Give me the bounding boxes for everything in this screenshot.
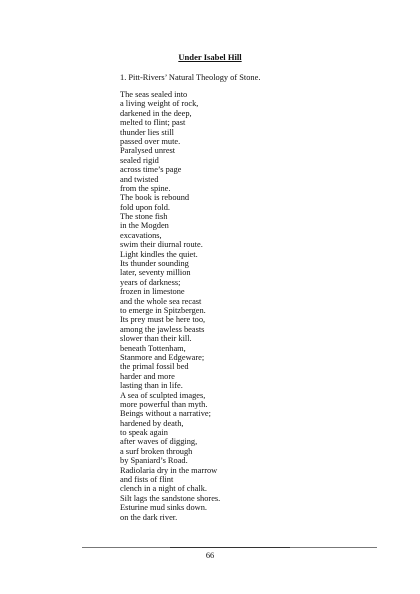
- poem-body: [120, 90, 220, 522]
- poem-line: Esturine mud sinks down.: [120, 503, 208, 513]
- poem-line: Stanmore and Edgeware;: [120, 352, 205, 362]
- poem-line: clench in a night of chalk.: [120, 484, 207, 494]
- section-heading: 1. Pitt-Rivers’ Natural Theology of Stone.: [120, 73, 261, 82]
- page-number: 66: [205, 551, 215, 560]
- poem-line: frozen in limestone: [120, 287, 185, 297]
- poem-line: a surf broken through: [120, 446, 193, 456]
- poem-line: years of darkness;: [120, 277, 181, 287]
- poem-line: by Spaniard’s Road.: [120, 456, 188, 466]
- poem-line: Light kindles the quiet.: [120, 249, 198, 259]
- poem-line: darkened in the deep,: [120, 108, 192, 118]
- poem-line: and fists of flint: [120, 475, 174, 485]
- poem-line: sealed rigid: [120, 155, 159, 165]
- poem-line: passed over mute.: [120, 136, 181, 146]
- poem-line: after waves of digging,: [120, 437, 198, 447]
- poem-line: A sea of sculpted images,: [120, 390, 206, 400]
- poem-line: among the jawless beasts: [120, 324, 205, 334]
- poem-line: across time’s page: [120, 165, 182, 175]
- poem-line: The seas sealed into: [120, 90, 188, 99]
- poem-line: Its prey must be here too,: [120, 315, 206, 325]
- poem-line: Radiolaria dry in the marrow: [120, 465, 218, 475]
- poem-line: melted to flint; past: [120, 118, 186, 128]
- poem-line: to emerge in Spitzbergen.: [120, 305, 206, 315]
- poem-line: and the whole sea recast: [120, 296, 202, 306]
- poem-title: Under Isabel Hill: [178, 52, 242, 62]
- poem-line: thunder lies still: [120, 127, 174, 137]
- poem-line: on the dark river.: [120, 512, 178, 522]
- poem-line: beneath Tottenham,: [120, 343, 186, 353]
- poem-line: later, seventy million: [120, 268, 191, 278]
- poem-line: in the Mogden: [120, 221, 169, 231]
- poem-line: the primal fossil bed: [120, 362, 189, 372]
- poem-line: a living weight of rock,: [120, 99, 199, 109]
- poem-line: harder and more: [120, 371, 175, 381]
- poem-line: fold upon fold.: [120, 202, 171, 212]
- poem-line: swim their diurnal route.: [120, 240, 203, 250]
- poem-line: to speak again: [120, 428, 168, 438]
- poem-line: lasting than in life.: [120, 381, 183, 391]
- poem-line: The stone fish: [120, 212, 168, 222]
- poem-line: and twisted: [120, 174, 159, 184]
- poem-line: Paralysed unrest: [120, 146, 176, 156]
- footer-divider-accent: [170, 547, 290, 548]
- poem-line: Silt lags the sandstone shores.: [120, 493, 221, 503]
- poem-line: Its thunder sounding: [120, 259, 189, 269]
- poem-line: more powerful than myth.: [120, 399, 208, 409]
- poem-line: excavations,: [120, 230, 162, 240]
- poem-line: Beings without a narrative;: [120, 409, 211, 419]
- poem-line: hardened by death,: [120, 418, 184, 428]
- poem-line: The book is rebound: [120, 193, 190, 203]
- poem-line: slower than their kill.: [120, 334, 192, 344]
- poem-line: from the spine.: [120, 183, 171, 193]
